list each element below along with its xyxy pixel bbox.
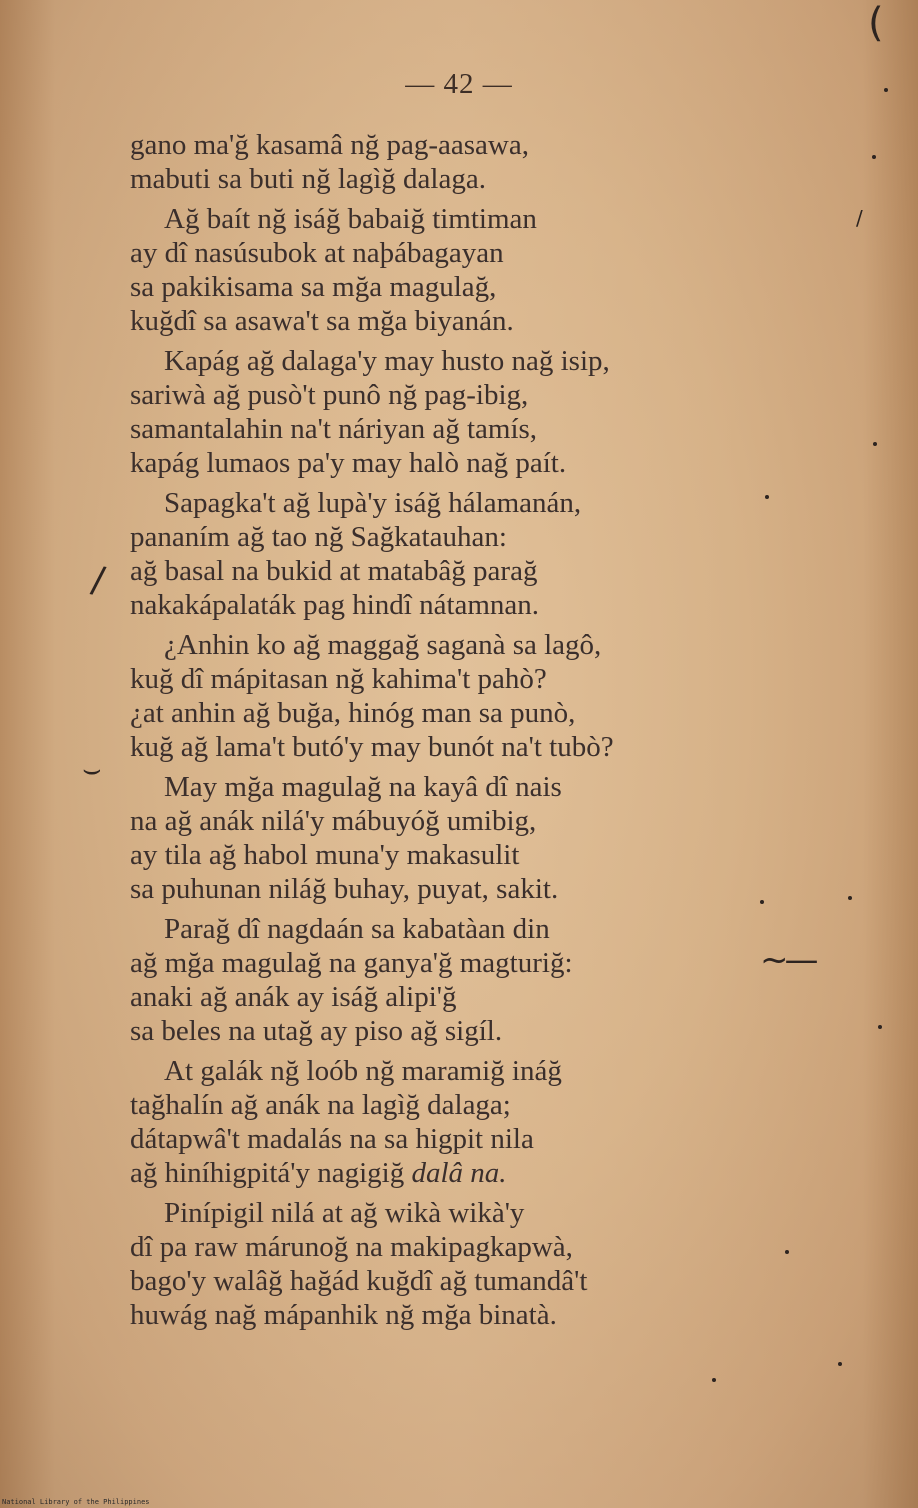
poem-line: gano ma'ğ kasamâ nğ pag-aasawa, xyxy=(130,129,529,161)
poem-line: sa pakikisama sa mğa magulağ, xyxy=(130,271,497,303)
stanza xyxy=(130,912,830,1048)
pencil-tick-mark: / xyxy=(856,206,863,230)
poem-line-text: ağ hiníhigpitá'y nagigiğ xyxy=(130,1157,412,1189)
poem-line: ¿Anhin ko ağ maggağ saganà sa lagô, xyxy=(164,629,602,661)
poem-line: dî pa raw márunoğ na makipagkapwà, xyxy=(130,1231,573,1263)
poem-line xyxy=(130,1156,830,1190)
poem-line: May mğa magulağ na kayâ dî nais xyxy=(164,771,562,803)
page-number: — 42 — xyxy=(405,68,513,100)
poem-line: Parağ dî nagdaán sa kabatàan din xyxy=(164,913,550,945)
pencil-bracket-mark: ( xyxy=(868,0,884,46)
poem-line: kuğdî sa asawa't sa mğa biyanán. xyxy=(130,305,514,337)
stanza xyxy=(130,628,830,764)
poem-line: ¿at anhin ağ buğa, hinóg man sa punò, xyxy=(130,697,576,729)
poem-line: samantalahin na't náriyan ağ tamís, xyxy=(130,413,538,445)
poem-line: Sapagka't ağ lupà'y isáğ hálamanán, xyxy=(164,487,582,519)
speck xyxy=(785,1250,789,1254)
speck xyxy=(884,88,888,92)
stanza xyxy=(130,344,830,480)
poem-line: nakakápalaták pag hindî nátamnan. xyxy=(130,589,540,621)
speck xyxy=(848,896,852,900)
poem-line: tağhalín ağ anák na lagìğ dalaga; xyxy=(130,1089,511,1121)
speck xyxy=(872,155,876,159)
poem-line: Kapág ağ dalaga'y may husto nağ isip, xyxy=(164,345,610,377)
speck xyxy=(765,495,769,499)
poem-line: kapág lumaos pa'y may halò nağ paít. xyxy=(130,447,567,479)
stanza xyxy=(130,1196,830,1332)
poem-line: Ağ baít nğ isáğ babaiğ timtiman xyxy=(164,203,537,235)
poem-line: dátapwâ't madalás na sa higpit nila xyxy=(130,1123,534,1155)
italic-phrase: dalâ na. xyxy=(411,1157,507,1189)
poem-line: ay dî nasúsubok at naþábagayan xyxy=(130,237,504,269)
speck xyxy=(878,1025,882,1029)
poem-line: pananím ağ tao nğ Sağkatauhan: xyxy=(130,521,507,553)
poem-line: anaki ağ anák ay isáğ alipi'ğ xyxy=(130,981,457,1013)
stanza xyxy=(130,486,830,622)
poem-line: sa beles na utağ ay piso ağ sigíl. xyxy=(130,1015,503,1047)
speck xyxy=(838,1362,842,1366)
poem-line: sa puhunan niláğ buhay, puyat, sakit. xyxy=(130,873,559,905)
poem-line: ay tila ağ habol muna'y makasulit xyxy=(130,839,520,871)
poem-body xyxy=(130,128,830,1338)
speck xyxy=(873,442,877,446)
stanza xyxy=(130,770,830,906)
pencil-slash-mark: / xyxy=(88,559,108,602)
poem-line: bago'y walâğ hağád kuğdî ağ tumandâ't xyxy=(130,1265,588,1297)
poem-line: kuğ ağ lama't butó'y may bunót na't tubò? xyxy=(130,731,614,763)
stanza xyxy=(130,202,830,338)
stanza xyxy=(130,1054,830,1190)
poem-line: mabuti sa buti nğ lagìğ dalaga. xyxy=(130,163,486,195)
pencil-dash-mark: ⌣ xyxy=(82,752,102,787)
speck xyxy=(712,1378,716,1382)
pencil-dash-mark: ~— xyxy=(760,940,815,980)
stanza xyxy=(130,128,830,196)
library-footer: National Library of the Philippines xyxy=(2,1498,150,1506)
poem-line: At galák nğ loób nğ maramiğ ináğ xyxy=(164,1055,562,1087)
poem-line: ağ basal na bukid at matabâğ parağ xyxy=(130,555,538,587)
speck xyxy=(760,900,764,904)
poem-line: kuğ dî mápitasan nğ kahima't pahò? xyxy=(130,663,547,695)
poem-line: sariwà ağ pusò't punô nğ pag-ibig, xyxy=(130,379,529,411)
poem-line: na ağ anák nilá'y mábuyóğ umibig, xyxy=(130,805,537,837)
poem-line: huwág nağ mápanhik nğ mğa binatà. xyxy=(130,1299,557,1331)
poem-line: Pinípigil nilá at ağ wikà wikà'y xyxy=(164,1197,525,1229)
poem-line: ağ mğa magulağ na ganya'ğ magturiğ: xyxy=(130,947,573,979)
